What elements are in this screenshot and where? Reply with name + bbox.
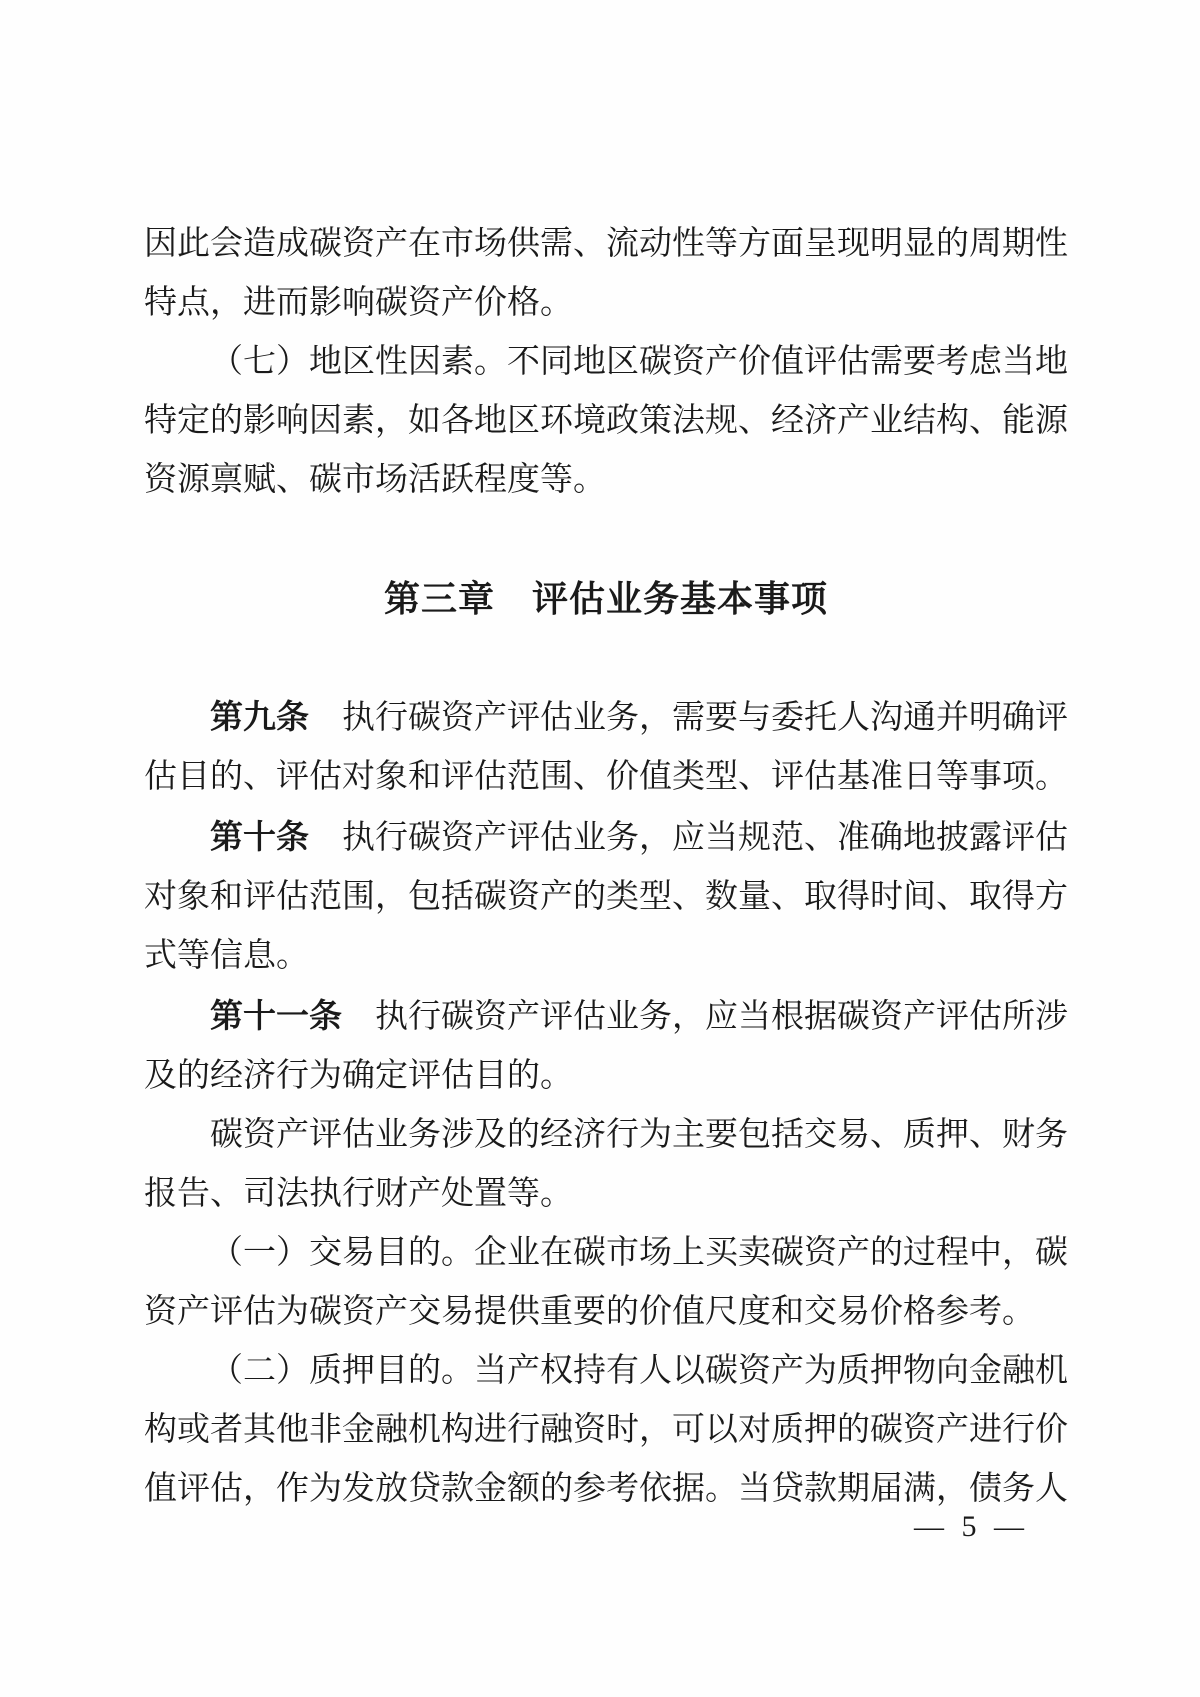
paragraph-text: 执行碳资产评估业务，应当根据碳资产评估所涉及的经济行为确定评估目的。 [144, 999, 1068, 1094]
paragraph-text: 执行碳资产评估业务，应当规范、准确地披露评估对象和评估范围，包括碳资产的类型、数量、取得时间、取得方式等信息。 [144, 820, 1068, 974]
paragraph-text: 执行碳资产评估业务，需要与委托人沟通并明确评估目的、评估对象和评估范围、价值类型、评估基准日等事项。 [144, 700, 1068, 795]
paragraph [144, 215, 1068, 333]
paragraph-text: （二）质押目的。当产权持有人以碳资产为质押物向金融机构或者其他非金融机构进行融资时，可以对质押的碳资产进行价值评估，作为发放贷款金额的参考依据。当贷款期届满，债务人 [144, 1353, 1068, 1507]
paragraph [144, 1106, 1068, 1224]
paragraph [144, 687, 1068, 807]
chapter-heading: 第三章 评估业务基本事项 [383, 578, 828, 619]
paragraph-text: （七）地区性因素。不同地区碳资产价值评估需要考虑当地特定的影响因素，如各地区环境政策法规、经济产业结构、能源资源禀赋、碳市场活跃程度等。 [144, 344, 1068, 498]
paragraph-text: （一）交易目的。企业在碳市场上买卖碳资产的过程中，碳资产评估为碳资产交易提供重要的价值尺度和交易价格参考。 [144, 1235, 1068, 1330]
paragraph [144, 333, 1068, 510]
article-number: 第十一条 [210, 997, 342, 1034]
paragraph [144, 1342, 1068, 1519]
paragraph-text: 碳资产评估业务涉及的经济行为主要包括交易、质押、财务报告、司法执行财产处置等。 [144, 1117, 1068, 1212]
document-body [144, 215, 1068, 1519]
paragraph [144, 1224, 1068, 1342]
page-number: — 5 — [914, 1510, 1024, 1543]
paragraph [144, 807, 1068, 986]
paragraph-text: 因此会造成碳资产在市场供需、流动性等方面呈现明显的周期性特点，进而影响碳资产价格。 [144, 226, 1068, 321]
paragraph [144, 986, 1068, 1106]
article-number: 第十条 [210, 818, 309, 855]
article-number: 第九条 [210, 698, 309, 735]
